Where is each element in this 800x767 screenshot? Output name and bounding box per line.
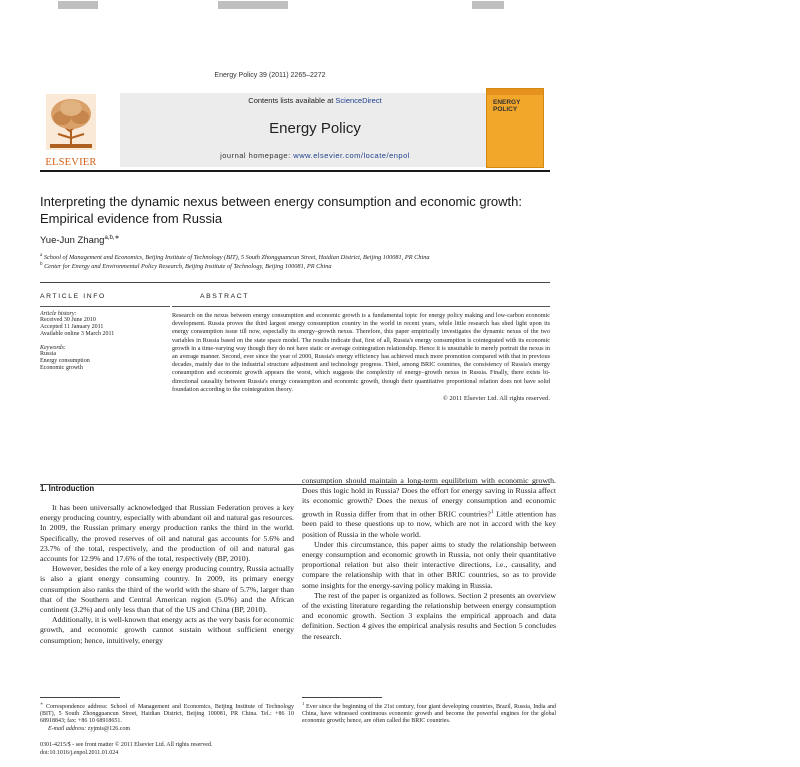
homepage-link[interactable]: www.elsevier.com/locate/enpol [293,151,410,160]
cover-title-line2: POLICY [493,106,518,113]
body-paragraph [302,476,556,540]
journal-citation: Energy Policy 39 (2011) 2265–2272 [214,72,326,79]
footnote-ref[interactable]: 1 [490,508,494,515]
author-marks: a,b,∗ [104,235,120,241]
header-bottom-rule [40,282,550,283]
abstract-section [172,306,550,402]
cover-top-bar [487,89,543,95]
journal-masthead [40,88,770,168]
article-info [40,306,170,372]
publisher-logo-text: ELSEVIER [45,157,97,168]
article-info-heading: ARTICLE INFO [40,293,106,300]
footnote-rule-right [302,697,382,698]
affiliation-b-text: Center for Energy and Environmental Policy Research, Beijing Institute of Technology, Beijing 100081, PR China [44,263,332,271]
affiliation-a-mark: a [40,253,43,258]
copyright-line: © 2011 Elsevier Ltd. All rights reserved. [442,395,550,403]
tree-logo-icon [46,94,96,150]
keyword-item: Economic growth [40,365,83,371]
paper-title: Interpreting the dynamic nexus between energy consumption and economic growth: Empirical evidence from Russia [40,194,523,226]
issn-doi-block [40,742,212,757]
body-left-column [40,503,294,646]
affiliation-b-mark: b [40,262,43,267]
masthead-rule [40,170,550,172]
issn-line: 0301-4215/$ - see front matter © 2011 Elsevier Ltd. All rights reserved. [40,742,213,748]
history-received: Received 30 June 2010 [40,317,96,323]
footnote-1-mark: 1 [302,701,305,706]
affiliation-b [40,262,332,270]
keyword-item: Energy consumption [40,358,90,364]
contents-prefix: Contents lists available at [248,96,336,105]
correspondence-footnote [40,700,294,733]
doi-line[interactable]: doi:10.1016/j.enpol.2011.01.024 [40,749,119,756]
history-online: Available online 3 March 2011 [40,331,115,337]
footnote-rule-left [40,697,120,698]
correspondence-text: Correspondence address: School of Management and Economics, Beijing Institute of Technology (BIT), 5 South Zhongguancun Street, Haidian District, Beijing 100081, PR China. Tel.: +86 10 68918843; fax: +86 10 68918651. [40,704,295,725]
sciencedirect-link[interactable]: ScienceDirect [335,96,382,105]
cover-title [493,99,520,113]
journal-band [120,93,510,167]
history-accepted: Accepted 11 January 2011 [40,324,104,330]
abstract-heading: ABSTRACT [200,293,250,300]
body-paragraph: However, besides the role of a key energy producing country, Russia actually is also a giant energy consuming country. In 2009, its primary energy consumption also ranks the third of the world with the share of 5.7%, larger than that of the Southern and Central American region (5.0%) and the African continent (3.2%) and only less than that of the US and China (BP, 2010). [40,564,294,615]
body-paragraph: It has been universally acknowledged that Russian Federation proves a key energy producing country, especially with abundant oil and natural gas resources. In 2009, the Russian primary energy production ranks the third in the world. Specifically, the proved reserves of oil and natural gas accounts for 5.6% and 23.7% of the total, respectively, and the production of oil and natural gas accounts for 12.9% and 17.6% of the total, respectively (BP, 2010). [40,503,294,564]
contents-lists-line [120,96,510,105]
footnote-1-text: Ever since the beginning of the 21st century, four giant developing countries, Brazil, Russia, India and China, have witnessed continuous economic growth and become the powerful engines for the global economic growth; hence, are often called the BRIC countries. [302,704,557,725]
journal-homepage-line [120,151,510,160]
elsevier-logo [40,90,102,168]
author-name: Yue-Jun Zhang [40,235,105,247]
body-paragraph: Additionally, it is well-known that energy acts as the very basis for economic growth, and economic growth cannot sustain without sufficient energy consumption; hence, intuitively, energy [40,615,294,645]
body-paragraph: Under this circumstance, this paper aims to study the relationship between energy consumption and economic growth in Russia, not only their quantitative proportional relation but also their interactive directions, i.e., causality, and compare the relationship with that in other BRIC countries, so as to provide some insights for the energy-saving policy making in Russia. [302,539,556,590]
correspondence-mark: ∗ [40,701,44,706]
author-line [40,234,119,246]
body-paragraph-part: consumption should maintain a long-term equilibrium with economic growth. Does this logic hold in Russia? Does the effort for energy saving in Russia affect its economic growth? Does the nexus of energy consumption and economic growth in Russia differ from that in other BRIC countries? [302,476,556,519]
introduction-heading: 1. Introduction [40,484,95,493]
abstract-text: Research on the nexus between energy consumption and economic growth is a fundamental topic for energy policy making and low-carbon economic development. Russia proves the third largest energy consumption country in the world in recent years, while little research has shed light upon its energy consumption issue till now, especially its energy–growth nexus. Therefore, this paper empirically investigates the dynamic nexus of the two variables in Russia based on the state space model. The results indicate that, first of all, Russia's energy consumption is cointegrated with its economic growth in a time-varying way though they do not have static or average cointegration relationship. Hence it is unsuitable to merely portrait the nexus in an average manner. Second, ever since the year of 2000, Russia's energy efficiency has achieved much more promotion compared with that in previous decades, mainly due to the industrial structure adjustment and technology progress. Third, among BRIC countries, the consistency of Russia's energy consumption and economic growth appears the worst, which suggests the complexity of energy–growth nexus in Russia. Finally, there exists bi-directional causality between Russia's energy consumption and economic growth, though their quantitative proportional relation does not have solid foundation according to the cointegration theory. [172,312,550,393]
page-top-marks [0,0,800,14]
homepage-prefix: journal homepage: [220,151,294,160]
body-paragraph-part: Little attention has been paid to these questions up to now, which are not in accord with the key position of Russia in the whole world. [302,509,556,539]
affiliation-a [40,253,430,261]
body-paragraph: The rest of the paper is organized as follows. Section 2 presents an overview of the existing literature regarding the relationship between energy consumption and economic growth. Section 3 explains the empirical approach and data definition. Section 4 gives the empirical analysis results and Section 5 concludes the research. [302,590,556,641]
journal-cover [486,88,544,168]
affiliation-a-text: School of Management and Economics, Beijing Institute of Technology (BIT), 5 South Zhongguancun Street, Haidian District, Beijing 100081, PR China [43,254,430,262]
email-label: E-mail address: [48,725,87,732]
footnote-1 [302,700,556,726]
keywords-label: Keywords: [40,345,66,351]
keyword-item: Russia [40,351,57,357]
email-address[interactable]: zyjmis@126.com [87,725,131,732]
cover-title-line1: ENERGY [493,99,521,106]
history-label: Article history: [40,311,77,317]
body-right-column [302,476,556,642]
journal-title: Energy Policy [269,120,361,137]
